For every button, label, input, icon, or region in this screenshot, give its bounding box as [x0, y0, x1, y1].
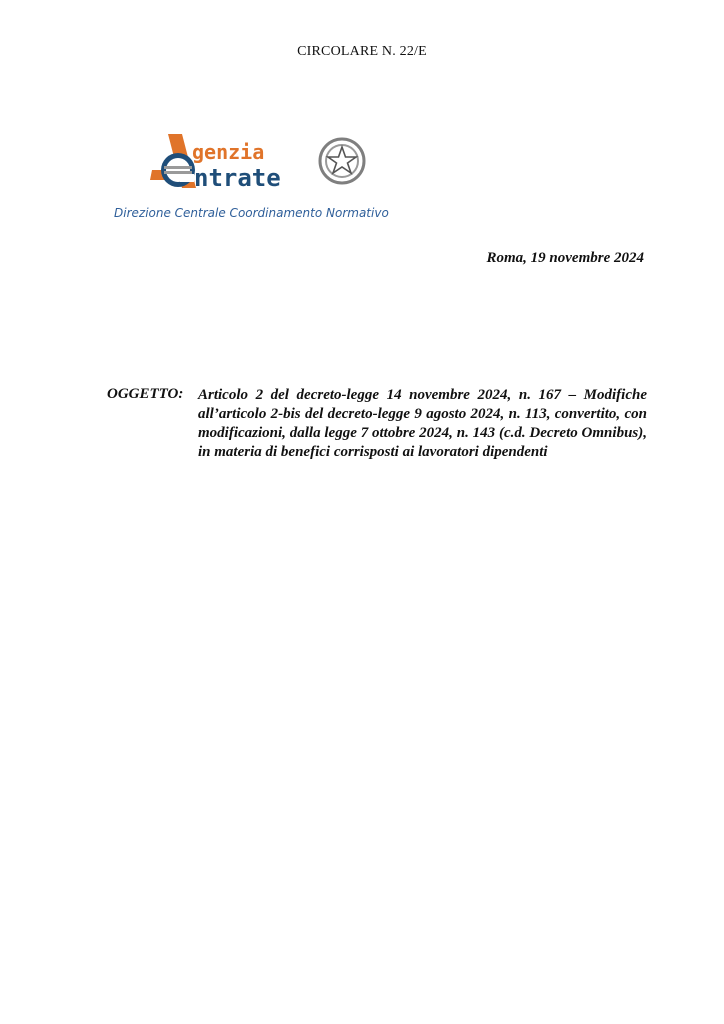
logo-word-genzia: genzia: [192, 140, 265, 164]
agenzia-entrate-logo: [150, 130, 370, 194]
subject-text: Articolo 2 del decreto-legge 14 novembre 2024, n. 167 – Modifiche all’articolo 2-bis del decreto-legge 9 agosto 2024, n. 113, convertito, con modificazioni, dalla legge 7 ottobre 2024, n. 143 (c.d. Decreto Omnibus), in materia di benefici corrisposti ai lavoratori dipendenti: [198, 387, 647, 460]
document-title: CIRCOLARE N. 22/E: [297, 44, 427, 59]
italian-republic-emblem-icon: [318, 137, 366, 185]
subject-label: OGGETTO:: [107, 386, 184, 402]
logo-word-ntrate: ntrate: [194, 164, 281, 192]
document-date: Roma, 19 novembre 2024: [486, 250, 644, 266]
department-name: Direzione Centrale Coordinamento Normativo: [114, 206, 389, 220]
